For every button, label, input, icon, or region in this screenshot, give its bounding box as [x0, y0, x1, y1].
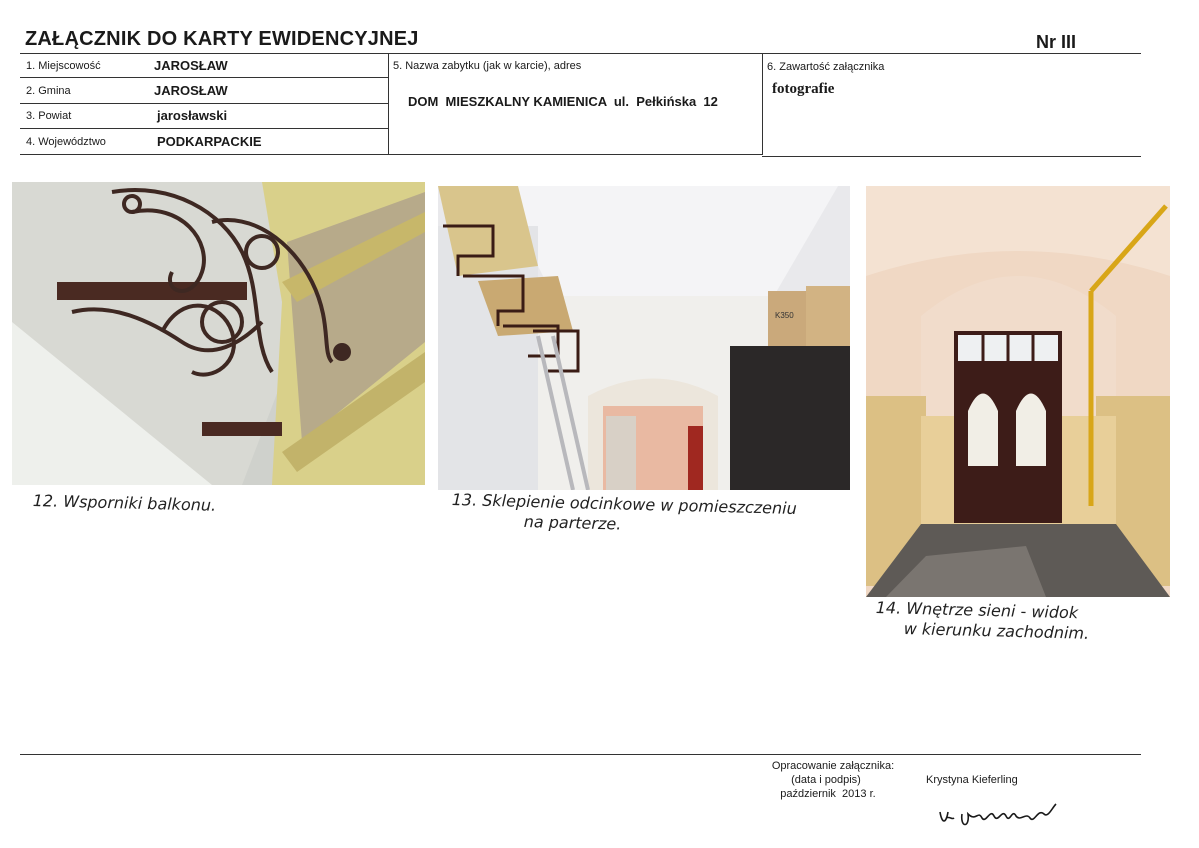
- miejscowosc-label: 1. Miejscowość: [26, 60, 101, 72]
- miejscowosc-value: JAROSŁAW: [154, 58, 228, 73]
- footer-date-label: (data i podpis): [791, 774, 861, 786]
- zawartosc-value: fotografie: [772, 81, 835, 97]
- caption-photo-13-line1: 13. Sklepienie odcinkowe w pomieszczeniu: [451, 490, 797, 519]
- signature: [936, 794, 1066, 830]
- footer-date-value: październik 2013 r.: [780, 788, 876, 800]
- photo-hallway: [866, 186, 1170, 597]
- footer-rule: [20, 754, 1141, 755]
- powiat-value: jarosławski: [157, 108, 228, 123]
- wojewodztwo-value: PODKARPACKIE: [157, 134, 262, 149]
- photo-vaulted-room: [438, 186, 850, 490]
- box-label: K350: [775, 311, 794, 320]
- caption-photo-12: 12. Wsporniki balkonu.: [32, 491, 217, 515]
- nazwa-value: DOM MIESZKALNY KAMIENICA ul. Pełkińska 12: [408, 94, 718, 109]
- zawartosc-label: 6. Zawartość załącznika: [767, 61, 885, 73]
- caption-photo-13-line2: na parterze.: [523, 512, 622, 534]
- footer-prepared-label: Opracowanie załącznika:: [771, 760, 895, 772]
- gmina-label: 2. Gmina: [26, 85, 71, 97]
- footer-author: Krystyna Kieferling: [926, 774, 1018, 786]
- attachment-number: Nr III: [1036, 32, 1077, 52]
- powiat-label: 3. Powiat: [26, 110, 72, 122]
- caption-photo-14-line1: 14. Wnętrze sieni - widok: [875, 598, 1079, 623]
- wojewodztwo-label: 4. Województwo: [26, 136, 106, 148]
- gmina-value: JAROSŁAW: [154, 83, 228, 98]
- caption-photo-14-line2: w kierunku zachodnim.: [903, 619, 1090, 643]
- nazwa-label: 5. Nazwa zabytku (jak w karcie), adres: [393, 60, 582, 72]
- document-title: ZAŁĄCZNIK DO KARTY EWIDENCYJNEJ: [25, 28, 419, 50]
- header-rule: [20, 53, 1141, 54]
- photo-balcony-brackets: [12, 182, 425, 485]
